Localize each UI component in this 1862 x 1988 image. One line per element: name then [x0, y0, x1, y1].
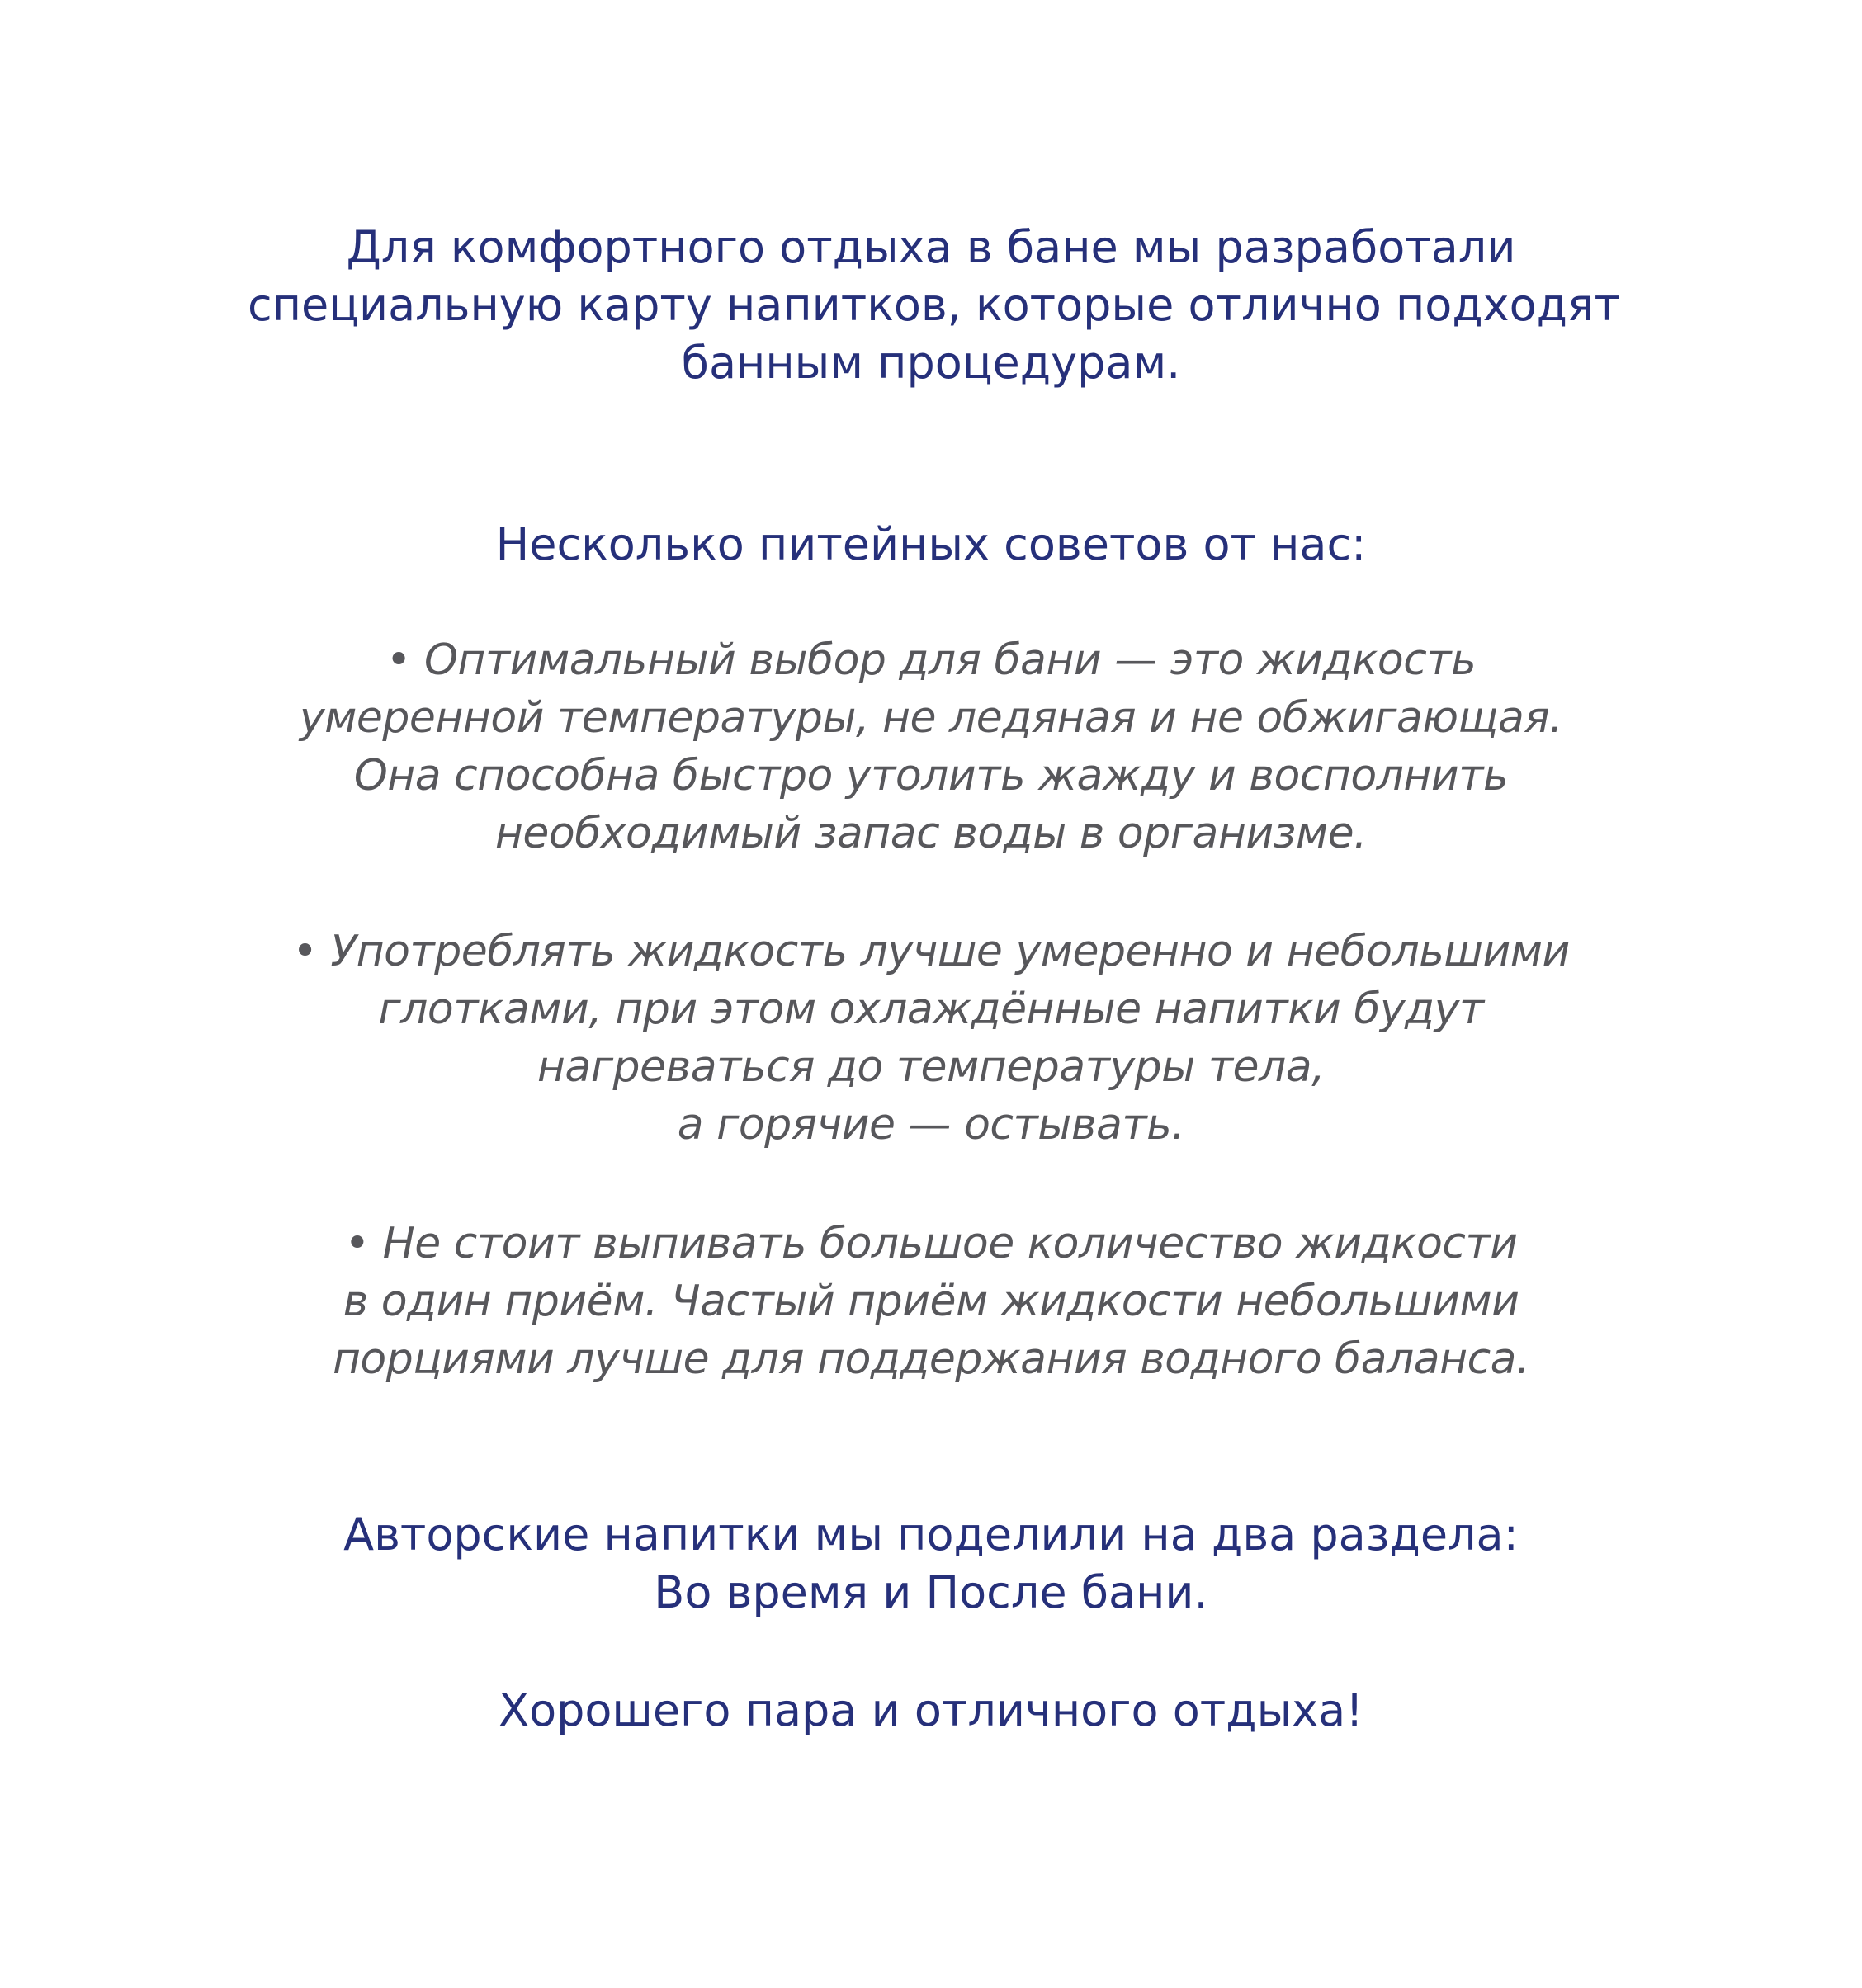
sections-line: Авторские напитки мы поделили на два раздела:: [343, 1509, 1519, 1561]
tip-line: необходимый запас воды в организме.: [494, 809, 1368, 858]
tip-item: [248, 1215, 1614, 1388]
sections-paragraph: [248, 1506, 1614, 1622]
intro-line: специальную карту напитков, которые отлично подходят: [248, 279, 1620, 331]
sections-line: Во время и После бани.: [654, 1566, 1208, 1618]
tip-line: умеренной температуры, не ледяная и не обжигающая.: [299, 693, 1563, 743]
tip-line: • Оптимальный выбор для бани — это жидкость: [385, 635, 1477, 685]
tip-line: Она способна быстро утолить жажду и восполнить: [353, 751, 1509, 800]
tip-line: порциями лучше для поддержания водного баланса.: [332, 1334, 1530, 1384]
tip-line: • Употреблять жидкость лучше умеренно и небольшими: [292, 927, 1570, 976]
tip-line: нагреваться до температуры тела,: [536, 1042, 1326, 1092]
tip-item: [248, 923, 1614, 1154]
farewell-text: Хорошего пара и отличного отдыха!: [499, 1684, 1363, 1736]
tip-line: а горячие — остывать.: [677, 1100, 1185, 1150]
tips-heading-text: Несколько питейных советов от нас:: [495, 518, 1367, 570]
tip-item: [248, 631, 1614, 862]
intro-line: Для комфортного отдыха в бане мы разработали: [346, 221, 1516, 273]
tips-heading: [248, 516, 1614, 574]
farewell-message: [248, 1682, 1614, 1740]
intro-line: банным процедурам.: [681, 337, 1181, 389]
tip-line: глотками, при этом охлаждённые напитки будут: [378, 985, 1484, 1034]
tip-line: • Не стоит выпивать большое количество жидкости: [344, 1219, 1518, 1268]
tip-line: в один приём. Частый приём жидкости небольшими: [343, 1277, 1519, 1326]
intro-paragraph: [248, 219, 1620, 392]
